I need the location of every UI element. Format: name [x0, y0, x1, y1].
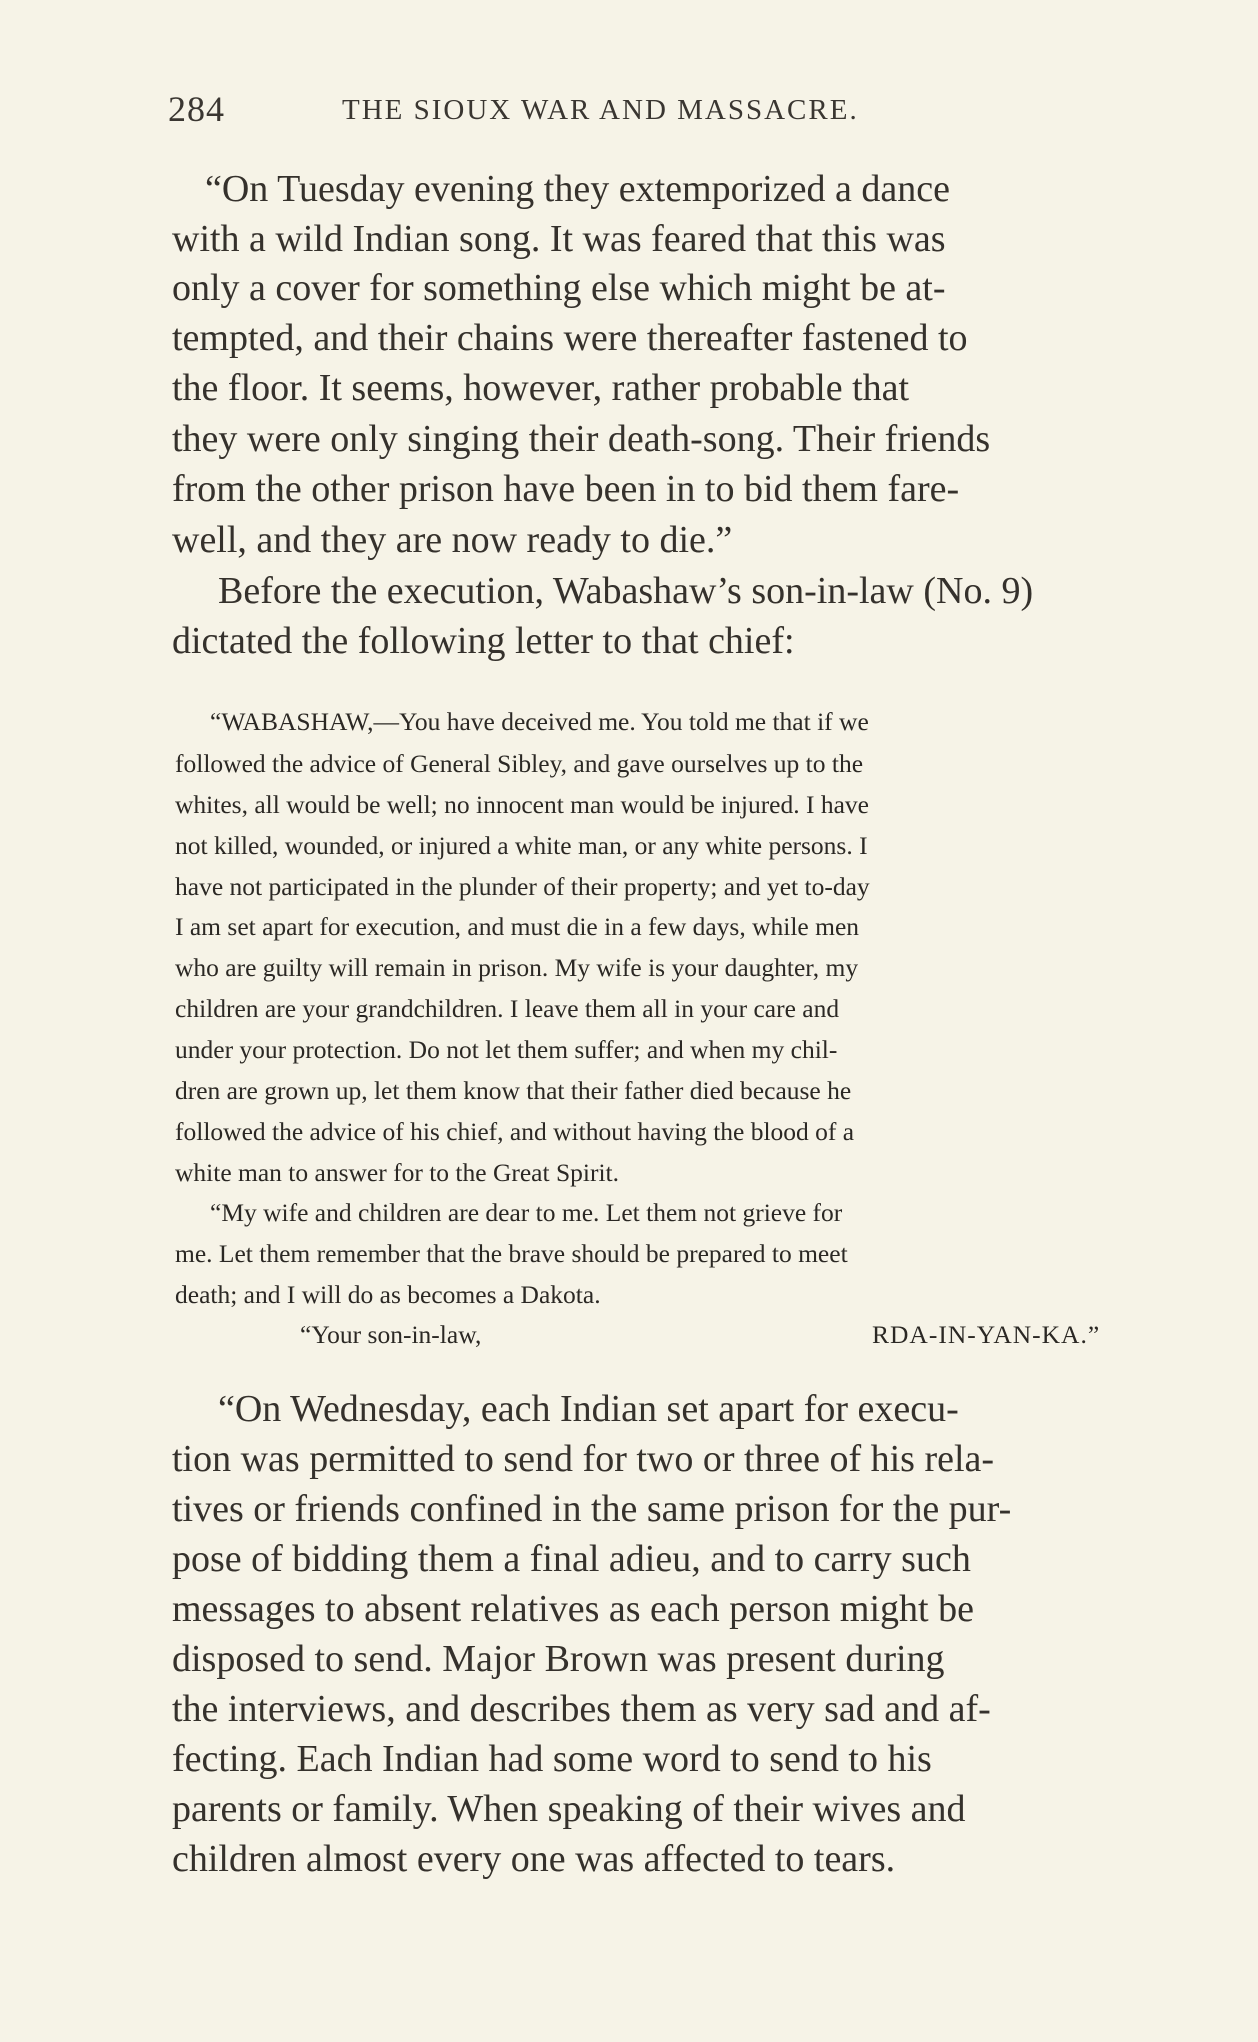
paragraph-1-line-5: the floor. It seems, however, rather probable that — [172, 367, 910, 409]
paragraph-1-line-4: tempted, and their chains were thereafter fastened to — [172, 317, 968, 359]
paragraph-1-line-1: “On Tuesday evening they extemporized a dance — [205, 168, 950, 210]
paragraph-2-line-1: Before the execution, Wabashaw’s son-in-law (No. 9) — [218, 570, 1034, 612]
paragraph-1-line-7: from the other prison have been in to bid them fare- — [172, 468, 960, 510]
paragraph-1-line-2: with a wild Indian song. It was feared that this was — [172, 218, 946, 260]
letter-line-4: not killed, wounded, or injured a white man, or any white persons. I — [175, 831, 868, 860]
letter-line-15: death; and I will do as becomes a Dakota. — [175, 1280, 601, 1309]
paragraph-3-line-3: tives or friends confined in the same prison for the pur- — [172, 1488, 1012, 1530]
letter-signature-name: RDA-IN-YAN-KA.” — [872, 1320, 1101, 1349]
letter-line-11: followed the advice of his chief, and without having the blood of a — [175, 1117, 855, 1146]
paragraph-2-line-2: dictated the following letter to that chief: — [172, 620, 795, 662]
page-number: 284 — [168, 89, 225, 129]
letter-line-1: “WABASHAW,—You have deceived me. You told me that if we — [210, 707, 869, 736]
running-head: THE SIOUX WAR AND MASSACRE. — [342, 94, 859, 126]
paragraph-3-line-2: tion was permitted to send for two or three of his rela- — [172, 1438, 995, 1480]
paragraph-1-line-3: only a cover for something else which might be at- — [172, 267, 946, 309]
letter-line-14: me. Let them remember that the brave should be prepared to meet — [175, 1239, 848, 1268]
page-header — [168, 88, 998, 138]
letter-closing: “Your son-in-law, — [300, 1320, 482, 1349]
letter-line-2: followed the advice of General Sibley, and gave ourselves up to the — [175, 749, 864, 778]
paragraph-3-line-1: “On Wednesday, each Indian set apart for execu- — [218, 1388, 959, 1430]
paragraph-3-line-9: parents or family. When speaking of their wives and — [172, 1788, 966, 1830]
paragraph-3-line-5: messages to absent relatives as each person might be — [172, 1588, 974, 1630]
letter-line-6: I am set apart for execution, and must die in a few days, while men — [175, 912, 860, 941]
paragraph-3-line-6: disposed to send. Major Brown was present during — [172, 1638, 945, 1680]
paragraph-3-line-8: fecting. Each Indian had some word to send to his — [172, 1738, 932, 1780]
paragraph-1-line-8: well, and they are now ready to die.” — [172, 519, 733, 561]
letter-line-3: whites, all would be well; no innocent man would be injured. I have — [175, 790, 870, 819]
letter-line-7: who are guilty will remain in prison. My wife is your daughter, my — [175, 953, 859, 982]
letter-line-13: “My wife and children are dear to me. Let them not grieve for — [210, 1198, 843, 1227]
letter-line-5: have not participated in the plunder of their property; and yet to-day — [175, 872, 870, 901]
letter-line-10: dren are grown up, let them know that their father died because he — [175, 1076, 852, 1105]
paragraph-3-line-10: children almost every one was affected to tears. — [172, 1838, 896, 1880]
letter-line-9: under your protection. Do not let them suffer; and when my chil- — [175, 1035, 838, 1064]
letter-line-8: children are your grandchildren. I leave them all in your care and — [175, 994, 840, 1023]
paragraph-1-line-6: they were only singing their death-song. Their friends — [172, 418, 991, 460]
paragraph-3-line-7: the interviews, and describes them as very sad and af- — [172, 1688, 991, 1730]
letter-line-12: white man to answer for to the Great Spirit. — [175, 1158, 620, 1187]
paragraph-3-line-4: pose of bidding them a final adieu, and to carry such — [172, 1538, 971, 1580]
